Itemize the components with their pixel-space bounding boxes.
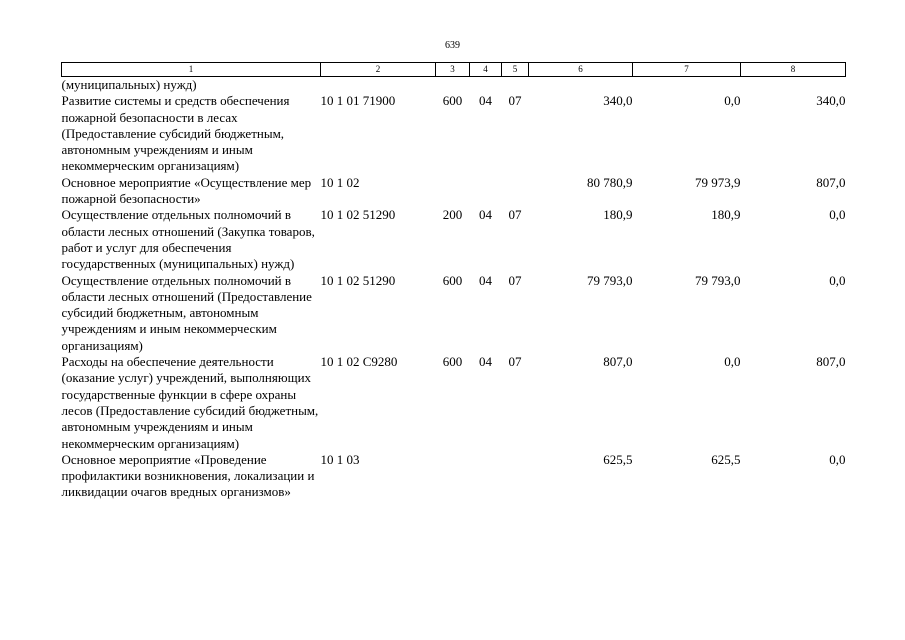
amount-regional: 340,0 bbox=[816, 93, 846, 109]
amount-regional: 807,0 bbox=[816, 354, 846, 370]
expense-name: Развитие системы и средств обеспечения пожарной безопасности в лесах (Предоставление субсидий бюджетным, автономным учреждениям и иным некоммерческим организациям) bbox=[61, 93, 290, 174]
expense-name: Основное мероприятие «Проведение профилактики возникновения, локализации и ликвидации очагов вредных организмов» bbox=[61, 451, 315, 500]
column-header-3: 3 bbox=[436, 63, 470, 77]
amount-total: 80 780,9 bbox=[587, 174, 633, 190]
amount-regional: 0,0 bbox=[829, 207, 846, 223]
amount-federal: 625,5 bbox=[711, 451, 741, 467]
amount-total: 340,0 bbox=[603, 93, 633, 109]
amount-federal: 0,0 bbox=[724, 354, 741, 370]
amount-regional: 0,0 bbox=[829, 451, 846, 467]
column-number-header bbox=[62, 63, 846, 77]
target-article-code: 10 1 01 71900 bbox=[320, 93, 396, 109]
target-article-code: 10 1 02 51290 bbox=[320, 207, 396, 223]
expense-type-code: 600 bbox=[442, 93, 463, 109]
table-body bbox=[62, 63, 846, 501]
table-row bbox=[62, 207, 846, 272]
page-number: 639 bbox=[445, 40, 460, 51]
expense-type-code bbox=[436, 452, 470, 501]
column-header-6: 6 bbox=[529, 63, 633, 77]
table-row bbox=[62, 93, 846, 174]
expense-name: Осуществление отдельных полномочий в области лесных отношений (Закупка товаров, работ и услуг для обеспечения государственных (муниципальных) нужд) bbox=[61, 207, 315, 272]
expense-type-code: 600 bbox=[442, 272, 463, 288]
subsection-code bbox=[502, 452, 529, 501]
amount-federal: 79 793,0 bbox=[695, 272, 741, 288]
section-code: 04 bbox=[479, 207, 492, 223]
target-article-code: 10 1 02 51290 bbox=[320, 272, 396, 288]
expense-type-code: 600 bbox=[442, 354, 463, 370]
amount-total: 180,9 bbox=[603, 207, 633, 223]
table-row bbox=[62, 175, 846, 208]
expense-type-code: 200 bbox=[442, 207, 463, 223]
column-header-1: 1 bbox=[62, 63, 321, 77]
column-header-4: 4 bbox=[470, 63, 502, 77]
budget-table bbox=[61, 62, 846, 501]
table-row bbox=[62, 452, 846, 501]
continuation-text: (муниципальных) нужд) bbox=[61, 77, 197, 92]
section-code: 04 bbox=[479, 93, 492, 109]
target-article-code: 10 1 03 bbox=[320, 451, 360, 467]
column-header-2: 2 bbox=[321, 63, 436, 77]
section-code bbox=[470, 452, 502, 501]
amount-total: 625,5 bbox=[603, 451, 633, 467]
expense-name: Расходы на обеспечение деятельности (оказание услуг) учреждений, выполняющих государственные функции в сфере охраны лесов (Предоставление субсидий бюджетным, автономным учреждениям и иным некоммерческим организациям) bbox=[61, 354, 319, 451]
subsection-code: 07 bbox=[508, 354, 522, 370]
section-code: 04 bbox=[479, 272, 492, 288]
subsection-code bbox=[502, 175, 529, 208]
column-header-5: 5 bbox=[502, 63, 529, 77]
target-article-code: 10 1 02 С9280 bbox=[320, 354, 398, 370]
column-header-8: 8 bbox=[741, 63, 846, 77]
continuation-row bbox=[62, 77, 846, 94]
amount-total: 79 793,0 bbox=[587, 272, 633, 288]
amount-federal: 180,9 bbox=[711, 207, 741, 223]
subsection-code: 07 bbox=[508, 272, 522, 288]
amount-regional: 0,0 bbox=[829, 272, 846, 288]
section-code bbox=[470, 175, 502, 208]
table-row bbox=[62, 354, 846, 452]
amount-federal: 0,0 bbox=[724, 93, 741, 109]
column-header-7: 7 bbox=[633, 63, 741, 77]
section-code: 04 bbox=[479, 354, 492, 370]
expense-type-code bbox=[436, 175, 470, 208]
amount-total: 807,0 bbox=[603, 354, 633, 370]
target-article-code: 10 1 02 bbox=[320, 174, 360, 190]
amount-regional: 807,0 bbox=[816, 174, 846, 190]
subsection-code: 07 bbox=[508, 207, 522, 223]
amount-federal: 79 973,9 bbox=[695, 174, 741, 190]
expense-name: Осуществление отдельных полномочий в области лесных отношений (Предоставление субсидий бюджетным, автономным учреждениям и иным некоммерческим организациям) bbox=[61, 272, 312, 353]
expense-name: Основное мероприятие «Осуществление мер пожарной безопасности» bbox=[61, 174, 312, 207]
table-row bbox=[62, 273, 846, 354]
subsection-code: 07 bbox=[508, 93, 522, 109]
